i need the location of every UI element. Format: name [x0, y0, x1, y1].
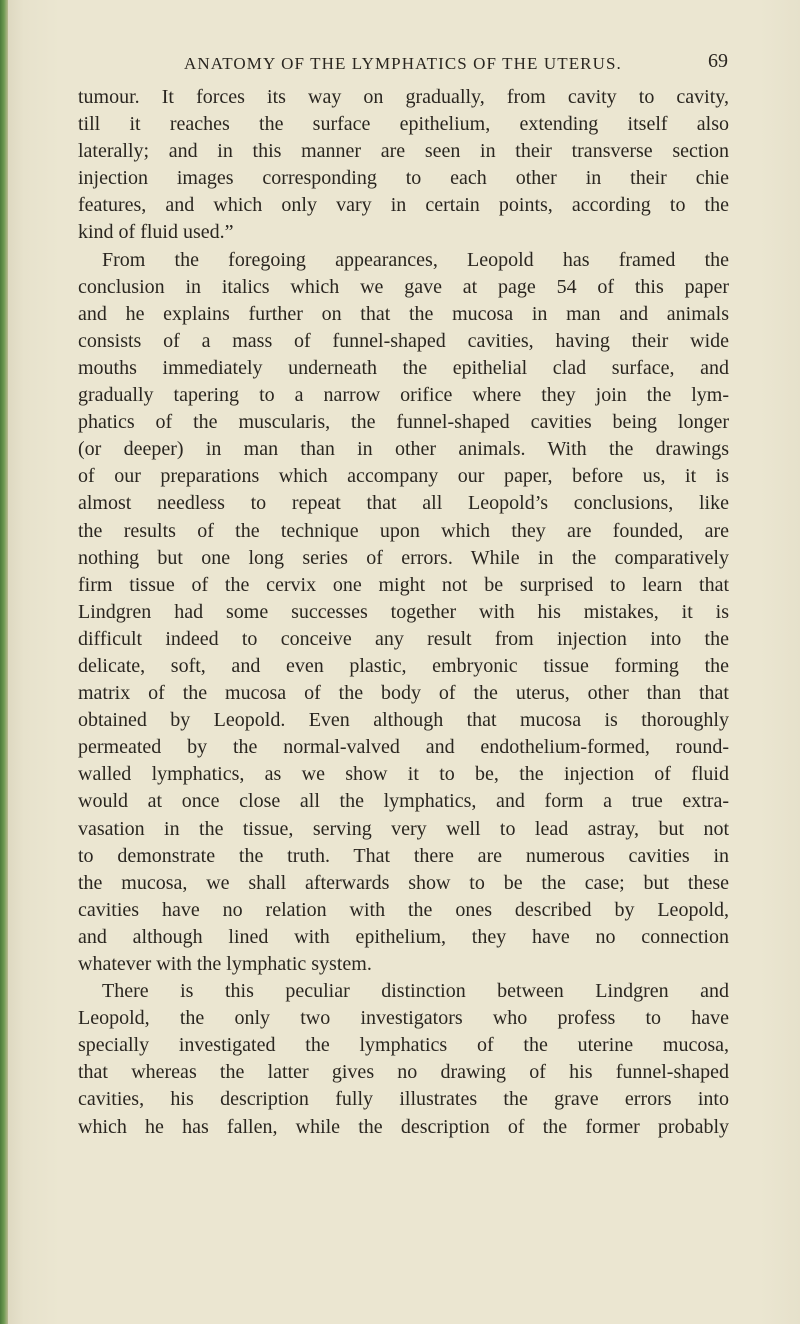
- text-line: whatever with the lymphatic system.: [78, 953, 372, 975]
- text-line: There is this peculiar distinction between Lindgren and: [102, 980, 729, 1003]
- text-line: (or deeper) in man than in other animals. With the drawings: [78, 438, 729, 461]
- text-line: nothing but one long series of errors. While in the comparatively: [78, 546, 729, 569]
- text-line: kind of fluid used.”: [78, 221, 234, 244]
- text-line: features, and which only vary in certain points, according to the: [78, 194, 729, 217]
- text-line: of our preparations which accompany our paper, before us, it is: [78, 465, 729, 488]
- text-line: difficult indeed to conceive any result from injection into the: [78, 627, 729, 650]
- text-line: and although lined with epithelium, they have no connection: [78, 925, 729, 948]
- text-line: that whereas the latter gives no drawing of his funnel-shaped: [78, 1061, 729, 1084]
- text-line: matrix of the mucosa of the body of the uterus, other than that: [78, 682, 729, 705]
- text-line: permeated by the normal-valved and endothelium-formed, round-: [78, 736, 729, 759]
- running-head: ANATOMY OF THE LYMPHATICS OF THE UTERUS.: [184, 54, 622, 73]
- body-text: [78, 84, 729, 1141]
- text-line: would at once close all the lymphatics, and form a true extra-: [78, 790, 729, 813]
- text-line: consists of a mass of funnel-shaped cavities, having their wide: [78, 329, 729, 352]
- text-line: cavities have no relation with the ones described by Leopold,: [78, 898, 729, 921]
- text-line: walled lymphatics, as we show it to be, the injection of fluid: [78, 763, 729, 786]
- page-number: 69: [708, 50, 728, 72]
- text-line: firm tissue of the cervix one might not be surprised to learn that: [78, 573, 729, 596]
- text-line: Leopold, the only two investigators who profess to have: [78, 1007, 729, 1030]
- text-line: which he has fallen, while the description of the former probably: [78, 1115, 729, 1138]
- text-line: the mucosa, we shall afterwards show to be the case; but these: [78, 871, 729, 894]
- text-line: laterally; and in this manner are seen in their transverse section: [78, 140, 729, 163]
- text-line: Lindgren had some successes together with his mistakes, it is: [78, 600, 729, 623]
- text-line: till it reaches the surface epithelium, extending itself also: [78, 113, 729, 136]
- text-line: gradually tapering to a narrow orifice where they join the lym-: [78, 384, 729, 407]
- text-line: and he explains further on that the mucosa in man and animals: [78, 302, 729, 325]
- page-binding-edge: [0, 0, 8, 1324]
- text-line: to demonstrate the truth. That there are numerous cavities in: [78, 844, 729, 867]
- text-line: almost needless to repeat that all Leopold’s conclusions, like: [78, 492, 729, 515]
- text-line: the results of the technique upon which they are founded, are: [78, 519, 729, 542]
- text-line: cavities, his description fully illustrates the grave errors into: [78, 1088, 729, 1111]
- text-line: injection images corresponding to each other in their chie: [78, 167, 729, 190]
- text-line: mouths immediately underneath the epithelial clad surface, and: [78, 356, 729, 379]
- text-line: specially investigated the lymphatics of the uterine mucosa,: [78, 1034, 729, 1057]
- text-line: conclusion in italics which we gave at page 54 of this paper: [78, 275, 729, 298]
- text-line: From the foregoing appearances, Leopold has framed the: [102, 248, 729, 271]
- text-line: delicate, soft, and even plastic, embryonic tissue forming the: [78, 654, 729, 677]
- text-line: phatics of the muscularis, the funnel-shaped cavities being longer: [78, 411, 729, 434]
- text-line: vasation in the tissue, serving very well to lead astray, but not: [78, 817, 729, 840]
- text-line: obtained by Leopold. Even although that mucosa is thoroughly: [78, 709, 729, 732]
- text-line: tumour. It forces its way on gradually, from cavity to cavity,: [78, 86, 729, 108]
